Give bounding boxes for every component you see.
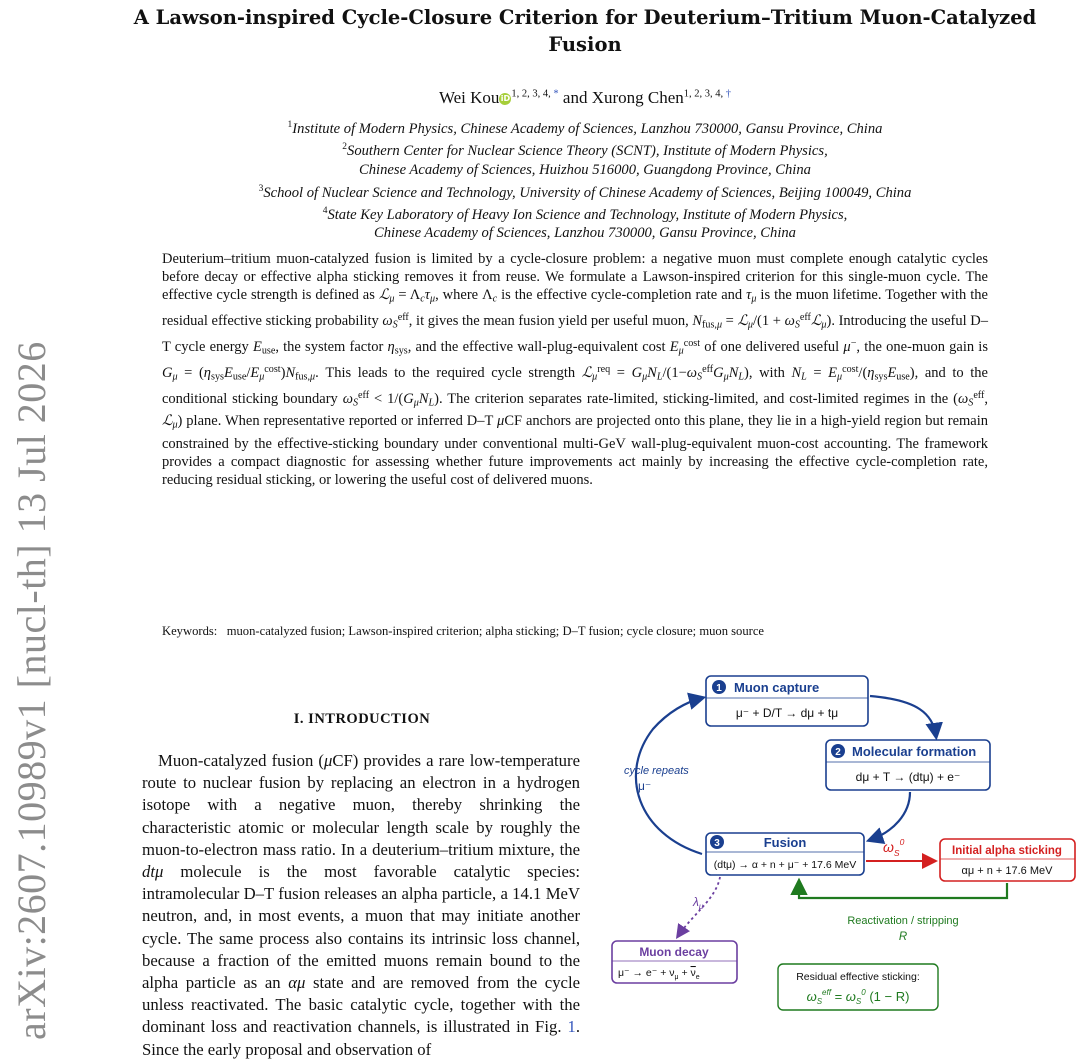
cycle-repeats-label: cycle repeats xyxy=(624,765,689,777)
affiliation-line: Chinese Academy of Sciences, Lanzhou 730000, Gansu Province, China xyxy=(374,225,796,242)
node-molecular-formation xyxy=(826,740,990,790)
node-2-equation: dμ + T → (dtμ) + e⁻ xyxy=(855,770,961,784)
affiliation-line: $^1$Institute of Modern Physics, Chinese Academy of Sciences, Lanzhou 730000, Gansu Province, China xyxy=(287,120,883,137)
author-and: and xyxy=(558,88,592,107)
mu-minus-label: μ⁻ xyxy=(638,779,652,793)
node-3-number: 3 xyxy=(714,838,720,849)
author-2-name: Xurong Chen xyxy=(591,88,684,107)
arxiv-sidebar xyxy=(0,341,70,1041)
affiliation-line: Chinese Academy of Sciences, Huizhou 516000, Guangdong Province, China xyxy=(359,161,811,178)
affiliation-line: $^2$Southern Center for Nuclear Science Theory (SCNT), Institute of Modern Physics, xyxy=(342,142,828,160)
keywords xyxy=(162,623,988,640)
affiliation-line: $^3$School of Nuclear Science and Technology, University of Chinese Academy of Sciences, Beijing 100049, China xyxy=(258,183,912,201)
title-line-2: Fusion xyxy=(548,33,622,56)
node-muon-capture xyxy=(706,676,868,726)
author-1-footnote-link[interactable]: * xyxy=(550,88,559,100)
node-2-number: 2 xyxy=(835,747,841,758)
residual-sticking-box xyxy=(778,964,938,1010)
arxiv-identifier: arXiv:2607.10989v1 [nucl-th] 13 Jul 2026 xyxy=(9,341,54,1040)
orcid-icon[interactable]: iD xyxy=(500,94,511,103)
author-2-footnote-link[interactable]: † xyxy=(723,88,732,100)
node-fusion xyxy=(706,833,864,875)
section-heading: I. INTRODUCTION xyxy=(293,711,431,727)
lambda-mu-label: $\lambda_\mu$ xyxy=(693,895,704,911)
sticking-title: Initial alpha sticking xyxy=(952,845,1062,857)
author-1-name: Wei Kou xyxy=(438,88,500,107)
node-1-equation: μ⁻ + D/T → dμ + tμ xyxy=(735,706,839,720)
sticking-equation: αμ + n + 17.6 MeV xyxy=(961,865,1053,877)
arrow-reactivation xyxy=(799,882,1007,898)
keywords-label: Keywords: xyxy=(162,624,218,638)
decay-equation: $\mu^- \to e^- + \nu_\mu + \nu_e$ xyxy=(618,967,700,981)
author-2-affil: 1, 2, 3, 4, xyxy=(683,88,724,100)
cycle-diagram xyxy=(598,674,1080,1041)
reactivation-R-label: R xyxy=(898,931,908,943)
residual-title: Residual effective sticking: xyxy=(796,971,920,983)
node-1-number: 1 xyxy=(716,683,722,694)
author-1-affil: 1, 2, 3, 4, xyxy=(511,88,551,100)
reactivation-label: Reactivation / stripping xyxy=(847,915,959,927)
arrow-capture-to-formation xyxy=(870,696,936,736)
paper-title xyxy=(90,4,1080,58)
node-muon-decay xyxy=(612,941,737,983)
decay-title: Muon decay xyxy=(639,945,709,959)
abstract: Deuterium–tritium muon-catalyzed fusion is limited by a cycle-closure problem: a negative muon must complete enough catalytic cycles before decay or effective alpha sticking removes it from reuse. We formulate a Lawson-inspired criterion for this single-muon cycle. The effective cycle strength is defined as ℒ$_\mu$ = $\Lambda_c\tau_\mu$, where $\Lambda_c$ is the effective cycle-completion rate and $\tau_\mu$ is the muon lifetime. Together with the residual effective sticking probability $\omega_S^{eff}$, it gives the mean fusion yield per useful muon, $N_{fus,\mu}$ = ℒ$_\mu$/(1 + $\omega_S^{eff}ℒ_\mu$). Introducing the useful D–T cycle energy $E_{use}$, the system factor $\eta_{sys}$, and the effective wall-plug-equivalent cost $E_\mu^{cost}$ of one delivered useful μ−, the one-muon gain is $G_\mu = (\eta_{sys}E_{use}/E_\mu^{cost})N_{fus,\mu}$. This leads to the required cycle strength ℒ$_\mu^{req}$ = $G_\mu N_L/(1-\omega_S^{eff}G_\mu N_L)$, with $N_L = E_\mu^{cost}/(\eta_{sys}E_{use})$, and to the conditional sticking boundary $\omega_S^{eff} < 1/(G_\mu N_L)$. The criterion separates rate-limited, sticking-limited, and cost-limited regimes in the ($\omega_S^{eff}$, ℒ$_\mu$) plane. When representative reported or inferred D–T μCF anchors are projected onto this plane, they lie in a high-yield region but remain constrained by the effective-sticking boundary under conventional multi-GeV wall-plug-equivalent muon-cost accounting. The framework provides a compact diagnostic for assessing whether future improvements act mainly by increasing the effective cycle-completion rate, reducing residual sticking, or lowering the useful cost of delivered muons. xyxy=(162,251,989,489)
node-alpha-sticking xyxy=(940,839,1075,881)
node-3-equation: (dtμ) → α + n + μ⁻ + 17.6 MeV xyxy=(713,859,857,871)
omega-0-label: $\omega_S^0$ xyxy=(883,837,905,858)
residual-equation: $\omega_S^{eff} = \omega_S^0$ (1 − R) xyxy=(806,988,910,1006)
author-list xyxy=(90,88,1080,108)
arrow-formation-to-fusion xyxy=(870,792,910,840)
keywords-text: muon-catalyzed fusion; Lawson-inspired criterion; alpha sticking; D–T fusion; cycle closure; muon source xyxy=(226,624,765,638)
affiliations xyxy=(90,116,1080,243)
node-1-title: Muon capture xyxy=(734,680,820,695)
title-line-1: A Lawson-inspired Cycle-Closure Criterion for Deuterium–Tritium Muon-Catalyzed xyxy=(133,6,1037,29)
figure-link[interactable]: 1 xyxy=(567,1017,576,1037)
affiliation-line: $^4$State Key Laboratory of Heavy Ion Science and Technology, Institute of Modern Physics, xyxy=(322,205,848,223)
intro-paragraph: Muon-catalyzed fusion (μCF) provides a rare low-temperature route to nuclear fusion by replacing an electron in a hydrogen isotope with a negative muon, thereby shrinking the characteristic atomic or molecular length scale by roughly the muon-to-electron mass ratio. In a deuterium–tritium mixture, the dtμ molecule is the most favorable catalytic species: intramolecular D–T fusion releases an alpha particle, a 14.1 MeV neutron, and, in most events, a muon that may initiate another cycle. The same process also contains its intrinsic loss channel, because a fraction of the emitted muons remain bound to the alpha particle as an αμ state and are removed from the cycle unless reactivated. The basic catalytic cycle, together with the dominant loss and reactivation channels, is illustrated in Fig. 1. Since the early proposal and observation of xyxy=(142,751,580,1059)
intro-tail: . Since the early proposal and observation of xyxy=(142,1017,580,1059)
node-3-title: Fusion xyxy=(763,835,807,850)
node-2-title: Molecular formation xyxy=(852,744,977,759)
